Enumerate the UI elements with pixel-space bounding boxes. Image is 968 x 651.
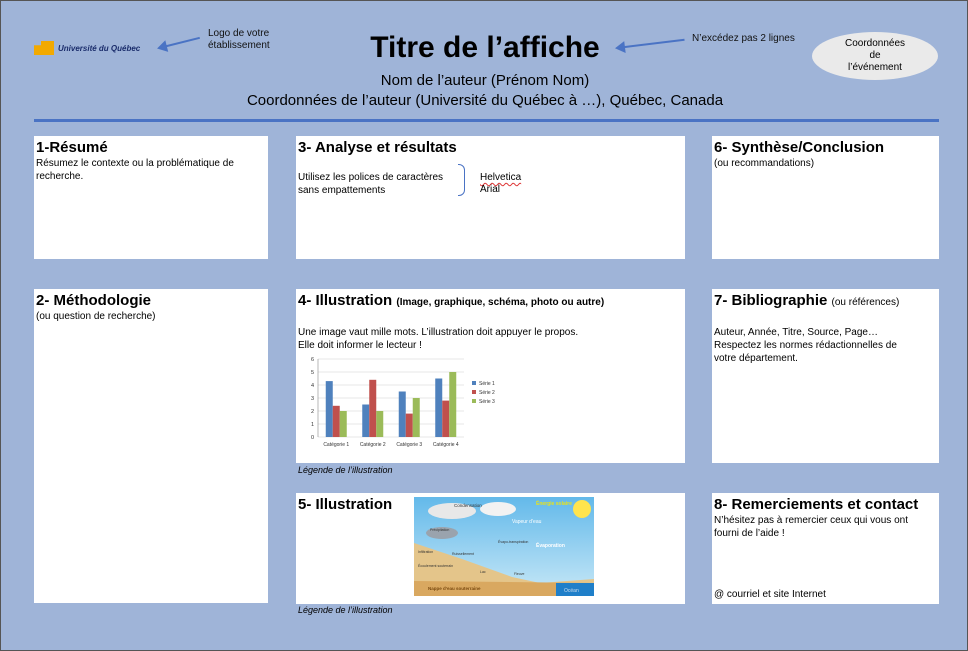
section-title: 3- Analyse et résultats <box>298 139 457 156</box>
section-text: Utilisez les polices de caractères sans empattements <box>298 172 444 196</box>
section-bibliographie <box>712 289 939 463</box>
legend-swatch <box>472 399 476 403</box>
diagram-label: Vapeur d’eau <box>512 519 542 525</box>
section-title: 7- Bibliographie (ou références) <box>714 292 900 309</box>
legend-label: Série 1 <box>479 381 495 387</box>
x-tick-label: Catégorie 2 <box>359 442 386 448</box>
y-tick-label: 4 <box>310 383 314 389</box>
diagram-label: Océan <box>564 588 579 594</box>
y-tick-label: 1 <box>310 422 314 428</box>
y-tick-label: 2 <box>310 409 314 415</box>
section-text: Elle doit informer le lecteur ! <box>298 340 422 351</box>
section-illustration-2 <box>296 493 685 604</box>
event-contact: Coordonnées de l’événement <box>844 38 906 73</box>
section-text: (ou question de recherche) <box>36 311 156 322</box>
bar <box>413 398 420 437</box>
legend-swatch <box>472 390 476 394</box>
bar <box>362 405 369 438</box>
section-illustration-1 <box>296 289 685 463</box>
event-contact-badge <box>812 32 938 80</box>
section-title: 4- Illustration (Image, graphique, schéma, photo ou autre) <box>298 292 605 309</box>
legend-label: Série 2 <box>479 390 495 396</box>
diagram-label: Évaporation <box>536 543 565 549</box>
section-methodologie <box>34 289 268 603</box>
diagram-label: Précipitation <box>430 528 450 532</box>
bar <box>442 401 449 437</box>
author-name: Nom de l’auteur (Prénom Nom) <box>380 72 590 89</box>
y-tick-label: 3 <box>310 396 314 402</box>
header-divider <box>34 119 939 122</box>
section-title-note: (Image, graphique, schéma, photo ou autre) <box>396 297 605 308</box>
logo-text: Université du Québec <box>58 43 141 53</box>
section-remerciements <box>712 493 939 604</box>
font-helvetica: Helvetica <box>480 172 522 183</box>
title-note: N’excédez pas 2 lignes <box>692 33 795 44</box>
section-title-note: (ou références) <box>831 297 900 308</box>
section-text: N’hésitez pas à remercier ceux qui vous ont fourni de l’aide ! <box>714 515 908 539</box>
diagram-label: Nappe d’eau souterraine <box>428 586 481 591</box>
diagram-label: Condensation <box>454 503 482 508</box>
author-contact: Coordonnées de l’auteur (Université du Québec à …), Québec, Canada <box>246 92 724 109</box>
contact-text: @ courriel et site Internet <box>714 589 826 600</box>
diagram-label: Lac <box>480 570 486 574</box>
section-analyse <box>296 136 685 259</box>
legend-swatch <box>472 381 476 385</box>
section-title: 1-Résumé <box>36 139 108 156</box>
illustration-caption: Légende de l’illustration <box>298 465 393 475</box>
legend-label: Série 3 <box>479 399 495 405</box>
section-text: Résumez le contexte ou la problématique de recherche. <box>36 158 234 182</box>
bar-chart <box>304 353 504 453</box>
diagram-label: Énergie solaire <box>536 501 572 507</box>
diagram-label: Fleuve <box>514 572 525 576</box>
font-arial: Arial <box>480 184 501 195</box>
x-tick-label: Catégorie 3 <box>396 442 423 448</box>
diagram-label: Ruissellement <box>452 552 474 556</box>
section-title: 5- Illustration <box>298 496 393 513</box>
bar <box>399 392 406 438</box>
diagram-label: Écoulement souterrain <box>418 564 454 568</box>
diagram-label: Évapo-transpiration <box>498 540 529 544</box>
section-synthese <box>712 136 939 259</box>
bar <box>340 411 347 437</box>
brace-icon <box>458 164 465 196</box>
diagram-label: Infiltration <box>418 550 434 554</box>
y-tick-label: 0 <box>310 435 314 441</box>
section-title: 2- Méthodologie <box>36 292 151 309</box>
sun-icon <box>573 500 591 518</box>
bar <box>435 379 442 438</box>
bar <box>449 372 456 437</box>
y-tick-label: 5 <box>310 370 314 376</box>
section-text: Auteur, Année, Titre, Source, Page… <box>714 327 878 338</box>
illustration-caption: Légende de l’illustration <box>298 605 393 615</box>
logo-note: Logo de votre établissement <box>208 28 270 51</box>
poster-title: Titre de l’affiche <box>370 31 600 64</box>
x-tick-label: Catégorie 1 <box>323 442 350 448</box>
bar <box>369 380 376 437</box>
y-tick-label: 6 <box>310 357 314 363</box>
bar <box>333 406 340 437</box>
bar <box>406 414 413 437</box>
bar <box>376 411 383 437</box>
section-resume <box>34 136 268 259</box>
section-text: Respectez les normes rédactionnelles de votre département. <box>714 340 897 364</box>
section-text: Une image vaut mille mots. L’illustration doit appuyer le propos. <box>298 327 579 338</box>
x-tick-label: Catégorie 4 <box>432 442 459 448</box>
water-cycle-diagram <box>414 497 594 596</box>
bar <box>326 381 333 437</box>
section-text: (ou recommandations) <box>714 158 815 169</box>
section-title: 6- Synthèse/Conclusion <box>714 139 885 156</box>
section-title: 8- Remerciements et contact <box>714 496 919 513</box>
